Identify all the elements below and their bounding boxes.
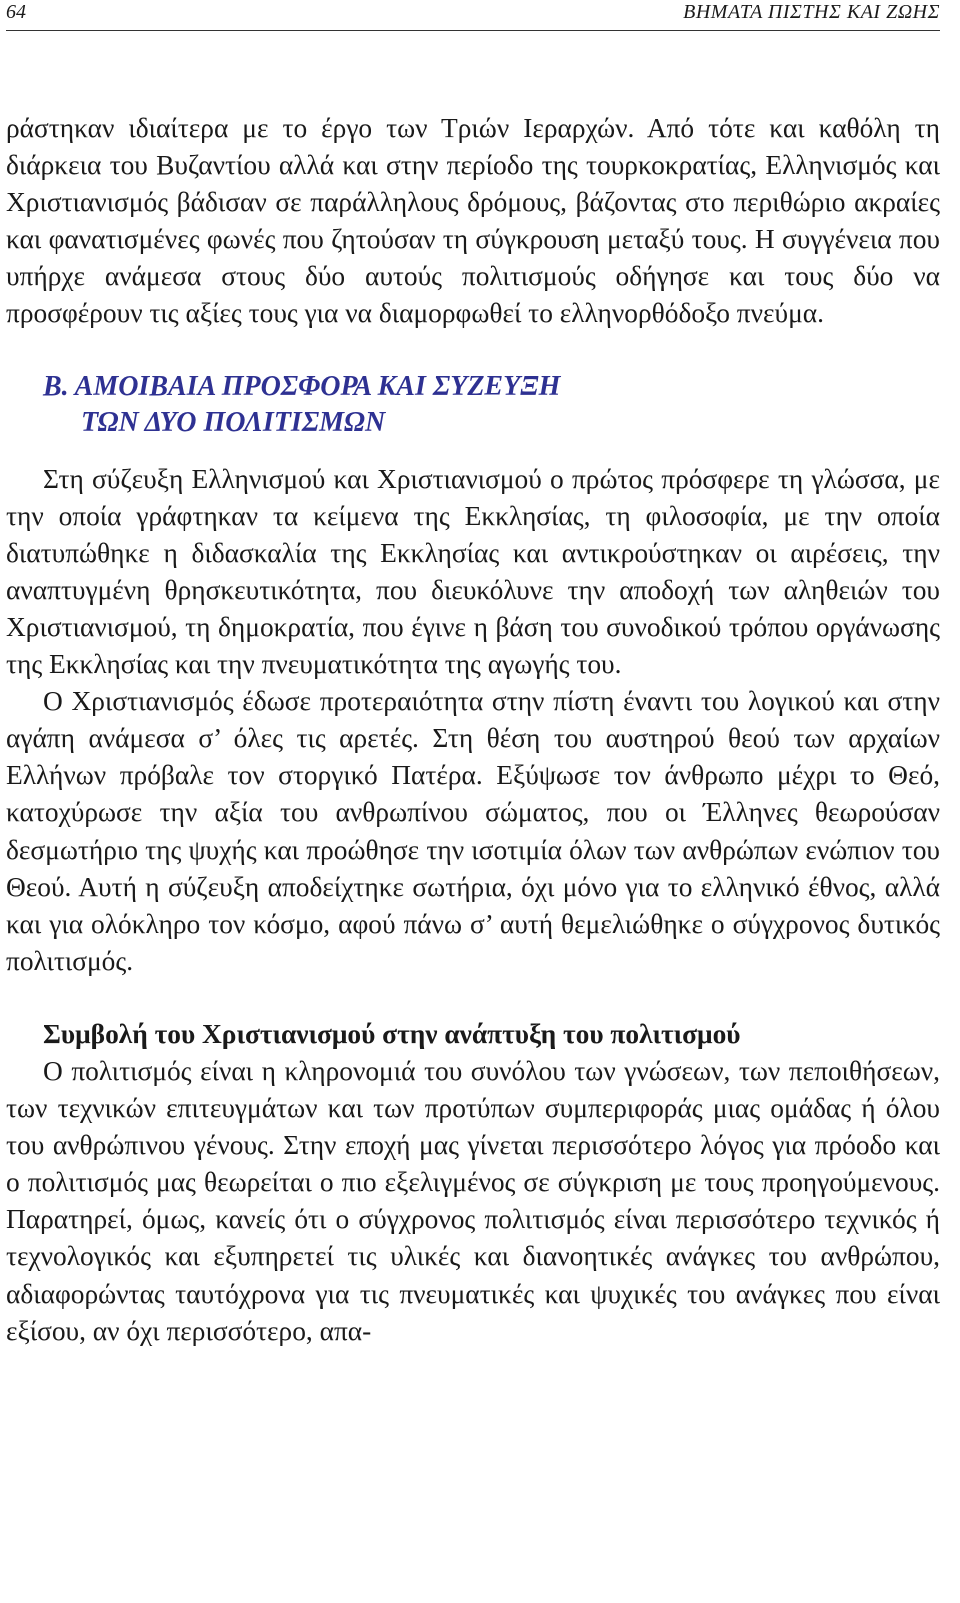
running-title: ΒΗΜΑΤΑ ΠΙΣΤΗΣ ΚΑΙ ΖΩΗΣ [683,1,940,23]
section-b-heading [6,369,940,441]
subsection-paragraph: Ο πολιτισμός είναι η κληρονομιά του συνόλου των γνώσεων, των πεποιθήσεων, των τεχνικών επιτευγμάτων και των προτύπων συμπεριφοράς μιας ομάδας ή όλου του ανθρώπινου γένους. Στην εποχή μας γίνεται περισσότερο λόγος για πρόοδο και ο πολιτισμός μας θεωρείται ο πιο εξελιγμένος σε σύγκριση με τους προηγούμενους. Παρατηρεί, όμως, κανείς ότι ο σύγχρονος πολιτισμός είναι περισσότερο τεχνικός ή τεχνολογικός και εξυπηρετεί τις υλικές και διανοητικές ανάγκες του ανθρώπου, αδιαφορώντας ταυτόχρονα για τις πνευματικές και ψυχικές του ανάγκες που είναι εξίσου, αν όχι περισσότερο, απα- [6,1055,940,1346]
page-header [6,0,940,28]
section-b-heading-line1: Β. ΑΜΟΙΒΑΙΑ ΠΡΟΣΦΟΡΑ ΚΑΙ ΣΥΖΕΥΞΗ [43,370,561,402]
page-body [6,110,940,1350]
intro-paragraph: ράστηκαν ιδιαίτερα με το έργο των Τριών Ιεραρχών. Από τότε και καθόλη τη διάρκεια του Βυζαντίου αλλά και στην περίοδο της τουρκοκρατίας, Ελληνισμός και Χριστιανισμός βάδισαν σε παράλληλους δρόμους, βάζοντας στο περιθώριο ακραίες και φανατισμένες φωνές που ζητούσαν τη σύγκρουση μεταξύ τους. Η συγγένεια που υπήρχε ανάμεσα στους δύο αυτούς πολιτισμούς οδήγησε και τους δύο να προσφέρουν τις αξίες τους για να διαμορφωθεί το ελληνορθόδοξο πνεύμα. [6,113,940,329]
section-b-heading-line2: ΤΩΝ ΔΥΟ ΠΟΛΙΤΙΣΜΩΝ [81,406,386,438]
header-divider [6,30,940,31]
section-b-paragraph-1: Στη σύζευξη Ελληνισμού και Χριστιανισμού ο πρώτος πρόσφερε τη γλώσσα, με την οποία γράφτηκαν τα κείμενα της Εκκλησίας, τη φιλοσοφία, με την οποία διατυπώθηκε η διδασκαλία της Εκκλησίας και αντικρούστηκαν οι αιρέσεις, την αναπτυγμένη θρησκευτικότητα, που διευκόλυνε την αποδοχή των αληθειών του Χριστιανισμού, τη δημοκρατία, που έγινε η βάση του συνοδικού τρόπου οργάνωσης της Εκκλησίας και την πνευματικότητα της αγωγής του. [6,463,940,680]
section-b-paragraph-2: Ο Χριστιανισμός έδωσε προτεραιότητα στην πίστη έναντι του λογικού και στην αγάπη ανάμεσα σ’ όλες τις αρετές. Στη θέση του αυστηρού θεού των αρχαίων Ελλήνων πρόβαλε τον στοργικό Πατέρα. Εξύψωσε τον άνθρωπο μέχρι το Θεό, κατοχύρωσε την αξία του ανθρωπίνου σώματος, που οι Έλληνες θεωρούσαν δεσμωτήριο της ψυχής και προώθησε την ισοτιμία όλων των ανθρώπων ενώπιον του Θεού. Αυτή η σύζευξη αποδείχτηκε σωτήρια, όχι μόνο για το ελληνικό έθνος, αλλά και για ολόκληρο τον κόσμο, αφού πάνω σ’ αυτή θεμελιώθηκε ο σύγχρονος δυτικός πολιτισμός. [6,686,940,976]
page-number: 64 [6,1,26,23]
subsection-heading: Συμβολή του Χριστιανισμού στην ανάπτυξη του πολιτισμού [43,1018,741,1049]
